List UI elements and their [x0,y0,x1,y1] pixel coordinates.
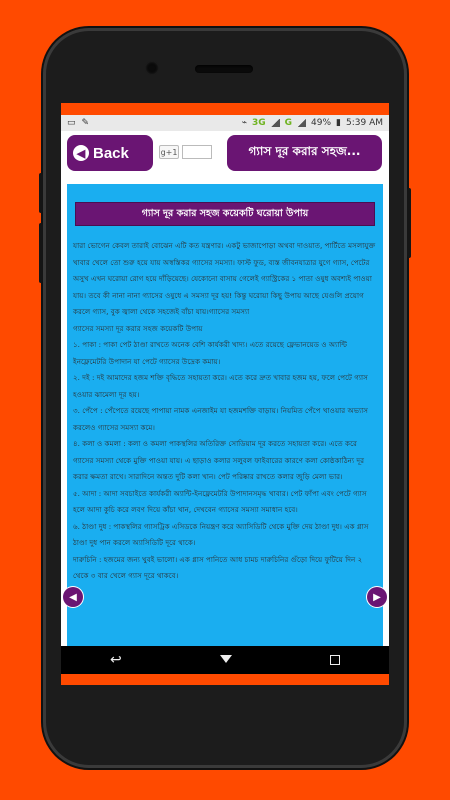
app-window [61,131,389,661]
back-button[interactable] [67,135,153,171]
back-nav-icon[interactable]: ↩ [110,652,122,668]
paragraph: ৩. পেঁপে : পেঁপেতে রয়েছে পাপায়া নামক এনজাইম যা হজমশক্তি বাড়ায়। নিয়মিত পেঁপে খাওয়ার অভ্যাস করলেও গ্যাসের সমস্যা কমে। [73,406,368,432]
page-title-button[interactable]: গ্যাস দূর করার সহজ... [227,135,382,171]
earpiece-speaker [195,65,253,73]
paragraph: ২. দই : দই আমাদের হজম শক্তি বৃদ্ধিতে সহায়তা করে। এতে করে দ্রুত খাবার হজম হয়, ফলে পেটে গ্যাস হওয়ার ঝামেলা দূর হয়। [73,373,368,399]
google-plus-count [182,145,212,159]
app-notification-icon: ✎ [81,118,90,128]
paragraph: ১. পাকা : পাকা পেট ঠাণ্ডা রাখতে অনেক বেশি কার্যকরী খাদ্য। এতে রয়েছে ফ্লেভানয়েড ও অ্যান্টি ইনফ্লেমেটরি উপাদান যা পেটে গ্যাসের উদ্রেক কমায়। [73,340,348,366]
google-plus-button[interactable]: g+1 [159,145,179,159]
battery-percent: 49% [311,118,332,128]
article-heading: গ্যাস দূর করার সহজ কয়েকটি ঘরোয়া উপায় [75,202,375,226]
network-type-2: G [284,118,293,128]
network-type: 3G [251,118,266,128]
status-bar [61,115,389,131]
paragraph: ৫. আদা : আদা সবচাইতে কার্যকরী অ্যান্টি-ইনফ্লেমেটরি উপাদানসমৃদ্ধ খাবার। পেট ফাঁপা এবং পেটে গ্যাস হলে আদা কুচি করে লবণ দিয়ে কাঁচা খান, দেখবেন গ্যাসের সমস্যা সমাধান হবে। [73,488,367,514]
back-arrow-icon: ◀ [73,145,89,161]
home-nav-icon[interactable] [220,655,232,665]
recent-apps-icon[interactable] [330,655,340,665]
battery-icon: ▮ [336,118,341,128]
paragraph: গ্যাসের সমস্যা দূর করার সহজ কয়েকটি উপায় [73,323,203,333]
article-body [67,238,383,585]
signal-icon-2 [297,119,306,127]
paragraph: দারুচিনি : হজমের জন্য খুবই ভালো। এক গ্লাস পানিতে আধ চামচ দারুচিনির গুঁড়ো দিয়ে ফুটিয়ে দিন ২ থেকে ৩ বার খেলে গ্যাস দূরে থাকবে। [73,554,363,580]
signal-icon [271,119,280,127]
paragraph: ৬. ঠাণ্ডা দুধ : পাকস্থলির গ্যাসট্রিক এসিডকে নিয়ন্ত্রণ করে অ্যাসিডিটি থেকে মুক্তি দেয় ঠাণ্ডা দুধ। এক গ্লাস ঠাণ্ডা দুধ পান করলে অ্যাসিডিটি দূরে থাকে। [73,521,369,547]
vibrate-icon: ⌁ [241,118,247,128]
clock: 5:39 AM [346,118,383,128]
previous-page-button[interactable]: ◀ [63,587,83,607]
volume-up-button [39,173,43,213]
front-camera [145,61,159,75]
paragraph: ৪. কলা ও কমলা : কলা ও কমলা পাকস্থলির অতিরিক্ত সোডিয়াম দূর করতে সহায়তা করে। এতে করে গ্যাসের সমস্যা থেকে মুক্তি পাওয়া যায়। এ ছাড়াও কলার সলুবল ফাইবারের কারণে কলা কোষ্ঠকাঠিন্য দূর করার ক্ষমতা রাখে। সারাদিনে অন্তত দুটি কলা খান। পেট পরিষ্কার রাখতে কলার জুড়ি মেলা ভার। [73,439,365,481]
volume-down-button [39,223,43,283]
article-content[interactable] [67,184,383,661]
paragraph: যারা ভোগেন কেবল তারাই বোঝেন এটি কত যন্ত্রণার। একটু ভাজাপোড়া অথবা দাওয়াত, পার্টিতে মসলাযুক্ত খাবার খেলে তো শুরু হয়ে যায় অস্বস্তিকর গ্যাসের সমস্যা। ফাস্ট ফুড, ব্যস্ত জীবনযাত্রার যুগে গ্যাস, পেটের অসুখ এখন ঘরোয়া রোগ হয়ে দাঁড়িয়েছে। যেকোনো বাসায় গেলেই গ্যাস্ট্রিকের ১ পাতা ওষুধ অবশ্যই পাওয়া যায়। তবে কী নানা নানা গ্যাসের ওষুধে এ সমস্যা দূর হয়! কিন্তু ঘরোয়া কিছু উপায় আছে যেগুলি প্রয়োগ করলে গ্যাস, বুক জ্বালা থেকে সহজেই বাঁচা যায়।গ্যাসের সমস্যা [73,241,376,316]
notification-icon: ▭ [67,118,76,128]
top-toolbar [61,131,389,179]
screen [61,103,389,685]
back-label: Back [93,144,129,162]
next-page-button[interactable]: ▶ [367,587,387,607]
power-button [407,188,411,258]
android-nav-bar [61,646,389,674]
